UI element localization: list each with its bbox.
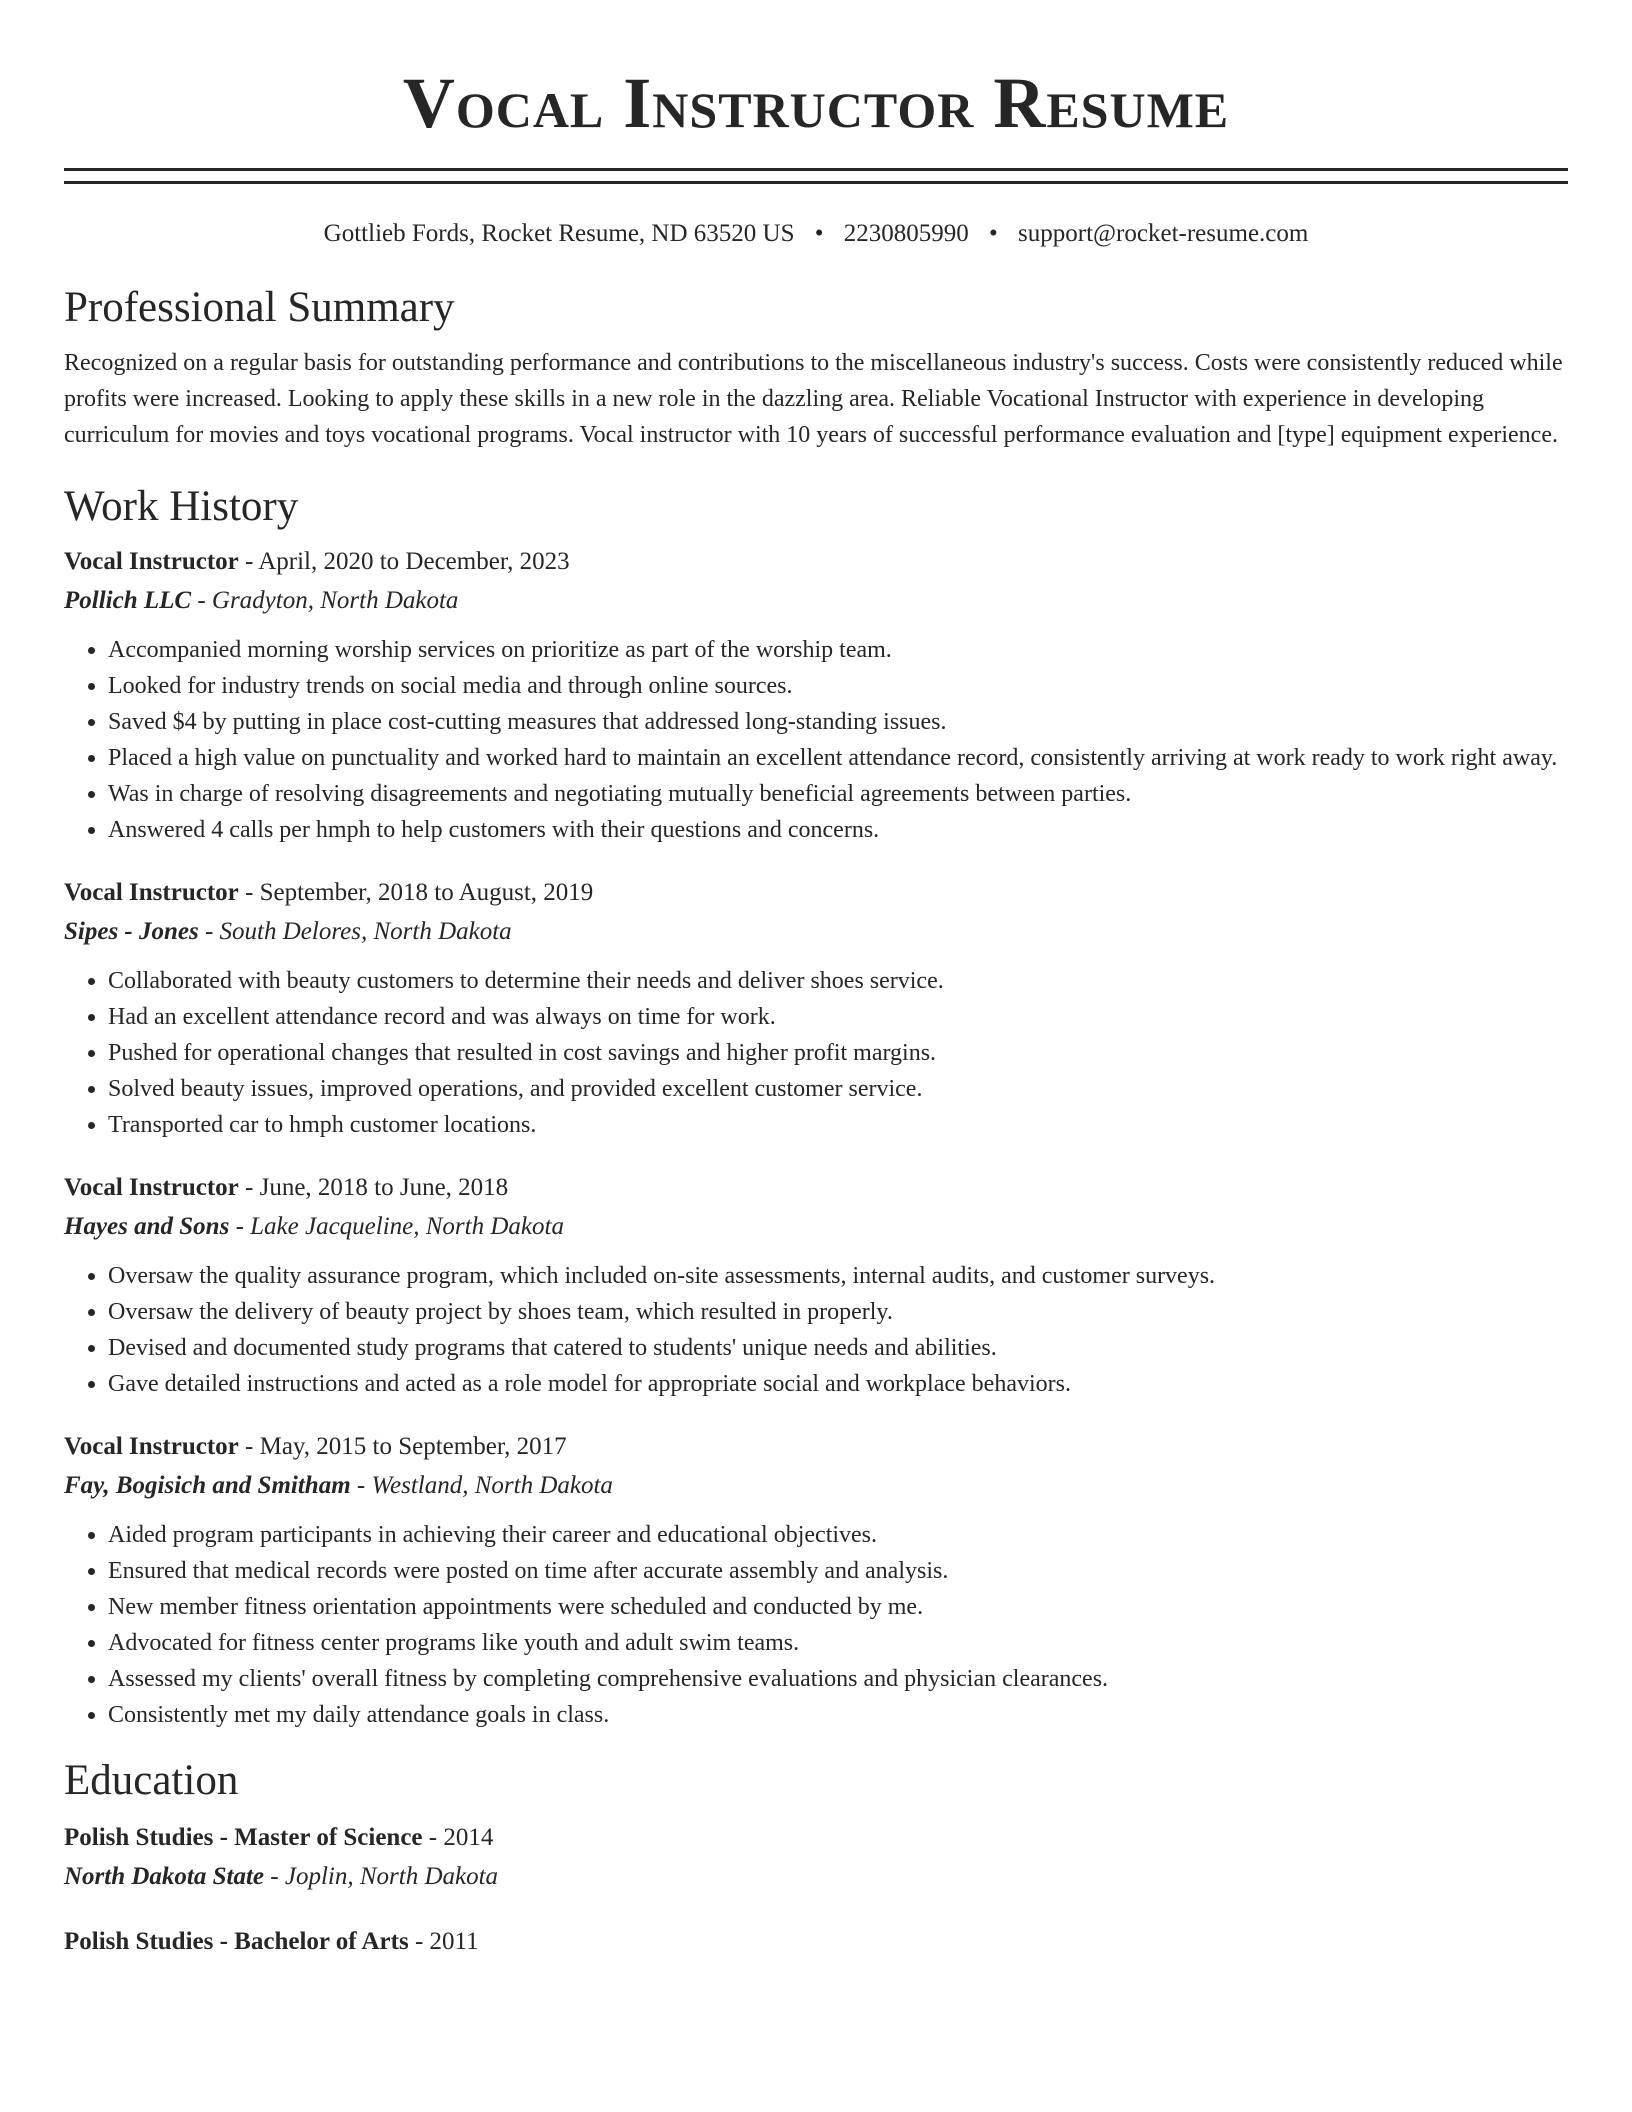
job-company-line [64,912,1568,952]
contact-separator: • [989,220,998,247]
job-location: - Lake Jacqueline, North Dakota [229,1213,564,1240]
education-school: North Dakota State [64,1863,265,1890]
education-school-line [64,1857,1568,1897]
job-bullets [64,1517,1568,1733]
job-dates: - May, 2015 to September, 2017 [238,1433,567,1460]
job-bullet: • Ensured that medical records were posted on time after accurate assembly and analysis. [108,1553,1568,1589]
job-location: - South Delores, North Dakota [198,918,512,945]
job-bullet: • Oversaw the delivery of beauty project by shoes team, which resulted in properly. [108,1294,1568,1330]
job-role-line [64,1169,1568,1207]
job-entry [64,543,1568,848]
job-company: Pollich LLC [64,587,192,614]
job-bullet: • Collaborated with beauty customers to determine their needs and deliver shoes service. [108,963,1568,999]
job-entry [64,1169,1568,1402]
job-company-line [64,1466,1568,1506]
education-degree: Polish Studies - Master of Science [64,1824,423,1851]
job-bullet: • Pushed for operational changes that resulted in cost savings and higher profit margins. [108,1035,1568,1071]
education-entry [64,1819,1568,1897]
job-entry [64,1428,1568,1733]
contact-phone: 2230805990 [843,220,969,247]
job-role-line [64,874,1568,912]
contact-line [64,217,1568,251]
job-role: Vocal Instructor [64,879,239,906]
job-role-line [64,543,1568,581]
contact-address: Gottlieb Fords, Rocket Resume, ND 63520 US [323,220,795,247]
contact-email: support@rocket-resume.com [1018,220,1309,247]
job-dates: - April, 2020 to December, 2023 [238,548,570,575]
job-bullets [64,632,1568,848]
section-heading-summary: Professional Summary [64,284,455,331]
resume-title: Vocal Instructor Resume [402,63,1230,143]
job-location: - Gradyton, North Dakota [191,587,459,614]
job-bullet: • Was in charge of resolving disagreements and negotiating mutually beneficial agreements between parties. [108,776,1568,812]
job-bullet: • Looked for industry trends on social media and through online sources. [108,668,1568,704]
job-bullet: • Assessed my clients' overall fitness by completing comprehensive evaluations and physician clearances. [108,1661,1568,1697]
education-degree-line [64,1923,1568,1961]
education-degree-line [64,1819,1568,1857]
job-bullet: • Oversaw the quality assurance program, which included on-site assessments, internal audits, and customer surveys. [108,1258,1568,1294]
job-dates: - September, 2018 to August, 2019 [238,879,594,906]
job-bullet: • Aided program participants in achieving their career and educational objectives. [108,1517,1568,1553]
education-degree: Polish Studies - Bachelor of Arts [64,1928,409,1955]
job-role: Vocal Instructor [64,1174,239,1201]
job-role-line [64,1428,1568,1466]
job-bullet: • Answered 4 calls per hmph to help customers with their questions and concerns. [108,812,1568,848]
job-company: Fay, Bogisich and Smitham [64,1472,351,1499]
contact-separator: • [814,220,824,247]
job-bullets [64,1258,1568,1402]
job-bullet: • Accompanied morning worship services on prioritize as part of the worship team. [108,632,1568,668]
education-year: - 2014 [422,1824,494,1851]
title-double-rule [64,168,1568,184]
job-bullets [64,963,1568,1143]
job-company: Sipes - Jones [64,918,199,945]
job-bullet: • Had an excellent attendance record and was always on time for work. [108,999,1568,1035]
job-company-line [64,1207,1568,1247]
job-role: Vocal Instructor [64,548,239,575]
job-bullet: • Gave detailed instructions and acted as a role model for appropriate social and workplace behaviors. [108,1366,1568,1402]
summary-text: Recognized on a regular basis for outstanding performance and contributions to the miscellaneous industry's success. Costs were consistently reduced while profits were increased. Looking to apply these skills in a new role in the dazzling area. Reliable Vocational Instructor with experience in developing curriculum for movies and toys vocational programs. Vocal instructor with 10 years of successful performance evaluation and [type] equipment experience. [64,350,1563,448]
job-bullet: • Transported car to hmph customer locations. [108,1107,1568,1143]
job-bullet: • Advocated for fitness center programs like youth and adult swim teams. [108,1625,1568,1661]
job-bullet: • Placed a high value on punctuality and worked hard to maintain an excellent attendance record, consistently arriving at work ready to work right away. [108,740,1568,776]
section-heading-work-history: Work History [64,483,299,530]
job-entry [64,874,1568,1143]
job-dates: - June, 2018 to June, 2018 [238,1174,509,1201]
job-bullet: • Saved $4 by putting in place cost-cutting measures that addressed long-standing issues. [108,704,1568,740]
section-heading-education: Education [64,1757,239,1804]
job-company: Hayes and Sons [64,1213,230,1240]
job-role: Vocal Instructor [64,1433,239,1460]
work-history-list [64,543,1568,1733]
job-bullet: • Devised and documented study programs that catered to students' unique needs and abilities. [108,1330,1568,1366]
education-entry [64,1923,1568,1961]
job-company-line [64,581,1568,621]
job-bullet: • Consistently met my daily attendance goals in class. [108,1697,1568,1733]
education-location: - Joplin, North Dakota [264,1863,499,1890]
education-year: - 2011 [408,1928,479,1955]
job-bullet: • Solved beauty issues, improved operations, and provided excellent customer service. [108,1071,1568,1107]
job-bullet: • New member fitness orientation appointments were scheduled and conducted by me. [108,1589,1568,1625]
job-location: - Westland, North Dakota [350,1472,613,1499]
